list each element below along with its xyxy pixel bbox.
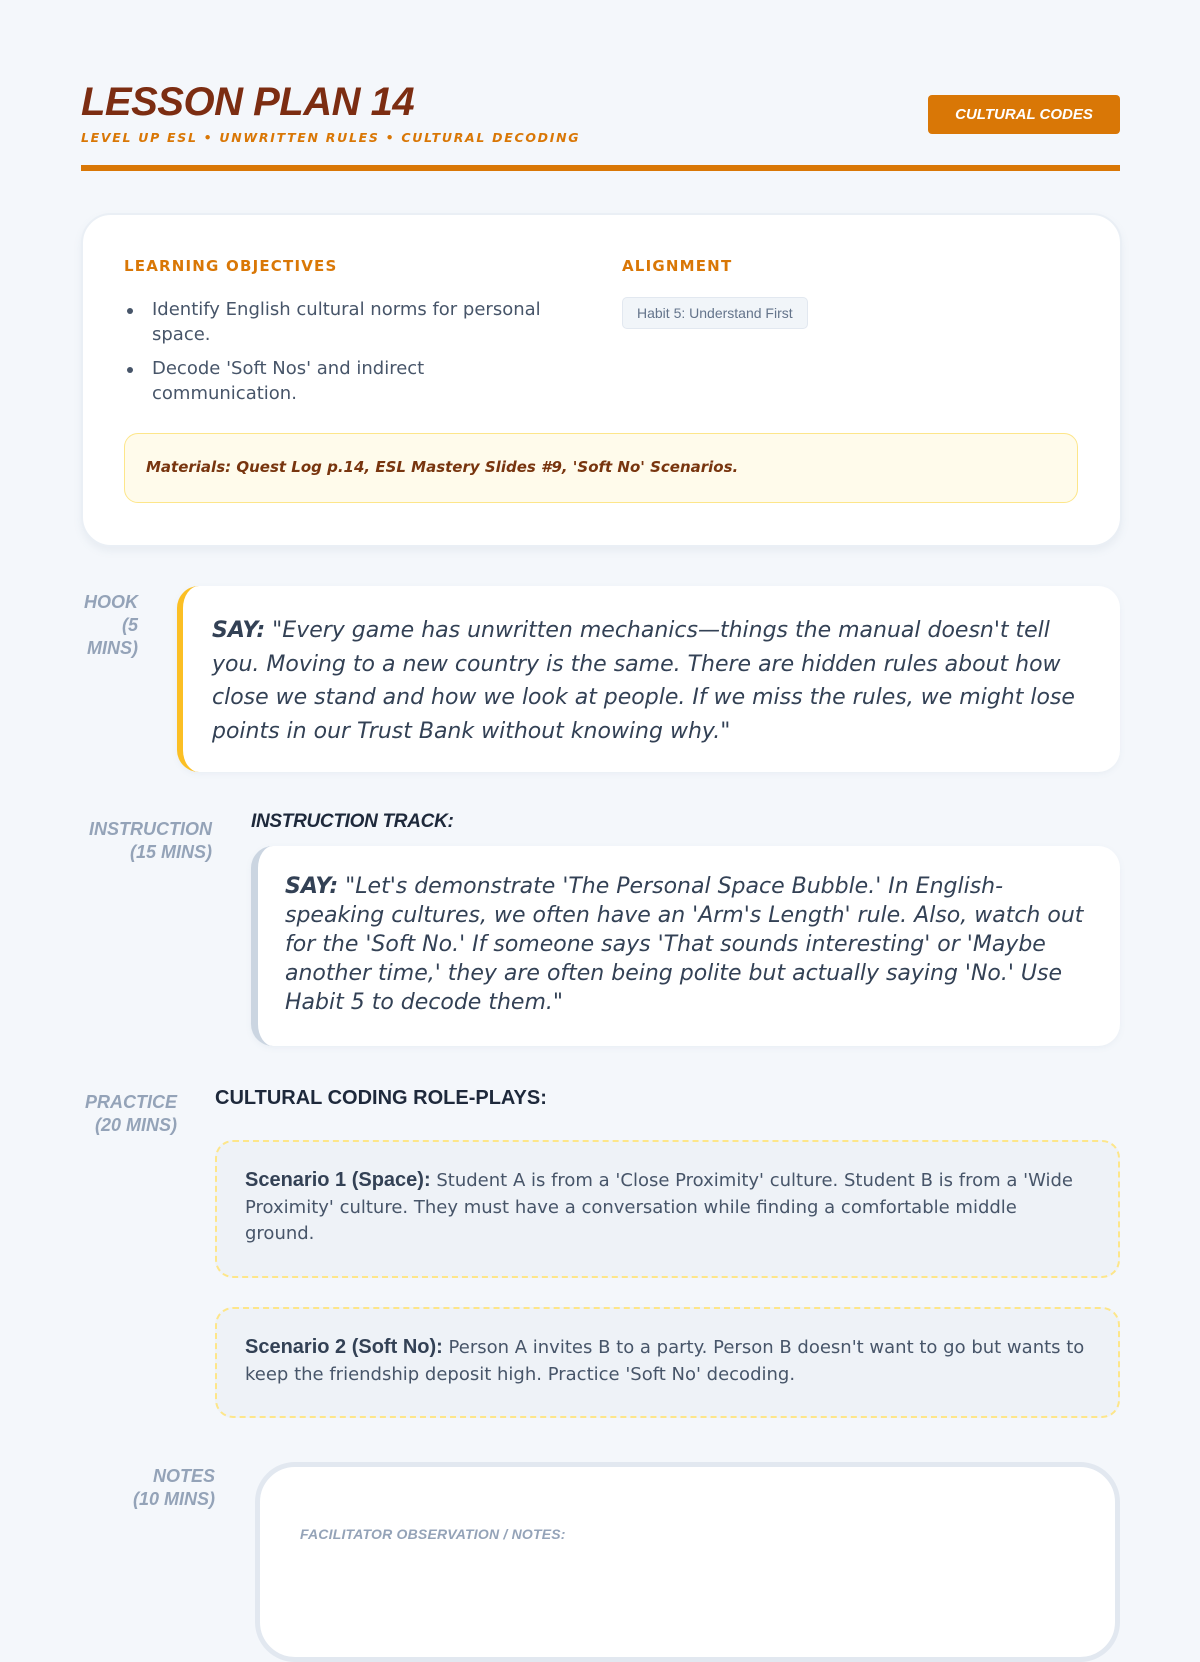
learning-objectives-label: LEARNING OBJECTIVES xyxy=(124,257,338,275)
instruction-time-label: INSTRUCTION (15 MINS) xyxy=(89,819,212,862)
notes-label: FACILITATOR OBSERVATION / NOTES: xyxy=(300,1526,566,1542)
say-label: SAY: xyxy=(285,874,339,899)
header-divider xyxy=(81,165,1120,171)
notes-field[interactable] xyxy=(255,1462,1120,1662)
scenario-text: Scenario 1 (Space): Student A is from a 'Close Proximity' culture. Student B is from a 'Wide Proximity' culture. They must have a conversation while finding a comfortable middle ground. xyxy=(245,1169,1073,1244)
alignment-label: ALIGNMENT xyxy=(622,257,733,275)
instruction-box xyxy=(251,846,1120,1046)
materials-text: Materials: Quest Log p.14, ESL Mastery Slides #9, 'Soft No' Scenarios. xyxy=(146,458,739,476)
alignment-tag: Habit 5: Understand First xyxy=(622,297,808,329)
scenario-text: Scenario 2 (Soft No): Person A invites B to a party. Person B doesn't want to go but wants to keep the friendship deposit high. Practice 'Soft No' decoding. xyxy=(245,1336,1085,1385)
scenario-card xyxy=(215,1140,1120,1278)
hook-time-label: HOOK (5 MINS) xyxy=(84,592,138,658)
instruction-heading: INSTRUCTION TRACK: xyxy=(251,811,454,832)
materials-box xyxy=(124,433,1078,503)
cultural-codes-badge: CULTURAL CODES xyxy=(928,95,1120,134)
practice-heading: CULTURAL CODING ROLE-PLAYS: xyxy=(215,1087,547,1109)
objectives-list xyxy=(124,297,554,415)
hook-box xyxy=(177,586,1120,772)
header xyxy=(81,78,1120,172)
instruction-script: SAY: "Let's demonstrate 'The Personal Space Bubble.' In English-speaking cultures, we often have an 'Arm's Length' rule. Also, watch out for the 'Soft No.' If someone says 'That sounds interesting' or 'Maybe another time,' they are often being polite but actually saying 'No.' Use Habit 5 to decode them." xyxy=(285,874,1084,1015)
scenario-title: Scenario 1 (Space): xyxy=(245,1169,431,1191)
page-title: LESSON PLAN 14 xyxy=(81,80,415,124)
scenario-card xyxy=(215,1307,1120,1418)
objectives-card xyxy=(81,213,1122,547)
page-subtitle: LEVEL UP ESL • UNWRITTEN RULES • CULTURAL DECODING xyxy=(81,130,581,145)
say-label: SAY: xyxy=(212,618,266,643)
practice-time-label: PRACTICE (20 MINS) xyxy=(84,1092,177,1135)
scenario-title: Scenario 2 (Soft No): xyxy=(245,1336,443,1358)
objective-item: Decode 'Soft Nos' and indirect communication. xyxy=(124,356,554,406)
objective-item: Identify English cultural norms for personal space. xyxy=(124,297,554,347)
notes-time-label: NOTES (10 MINS) xyxy=(132,1466,215,1509)
hook-script: SAY: "Every game has unwritten mechanics—things the manual doesn't tell you. Moving to a new country is the same. There are hidden rules about how close we stand and how we look at people. If we miss the rules, we might lose points in our Trust Bank without knowing why." xyxy=(212,618,1075,744)
